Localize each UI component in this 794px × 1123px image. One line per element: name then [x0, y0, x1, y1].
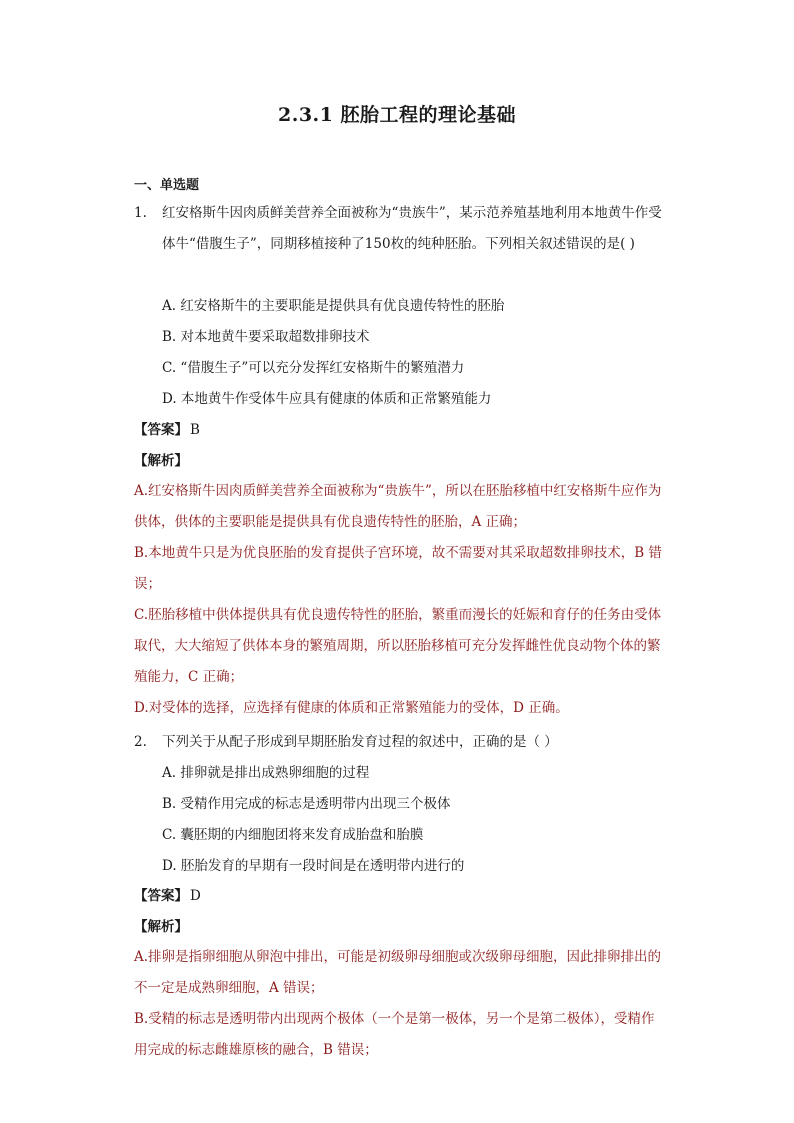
question-stem: 下列关于从配子形成到早期胚胎发育过程的叙述中，正确的是（ ） — [162, 734, 558, 750]
answer-line — [134, 884, 201, 904]
analysis-label: 【解析】 — [134, 453, 188, 469]
analysis-paragraph: A.排卵是指卵细胞从卵泡中排出，可能是初级卵母细胞或次级卵母细胞，因此排卵排出的不一定是成熟卵细胞，A 错误； — [134, 949, 662, 996]
option-d: D. 胚胎发育的早期有一段时间是在透明带内进行的 — [162, 858, 465, 874]
analysis-paragraph: D.对受体的选择，应选择有健康的体质和正常繁殖能力的受体，D 正确。 — [134, 700, 569, 716]
question-1-options — [162, 291, 504, 415]
option-d: D. 本地黄牛作受体牛应具有健康的体质和正常繁殖能力 — [162, 391, 492, 407]
analysis-paragraph: A.红安格斯牛因肉质鲜美营养全面被称为“贵族牛”，所以在胚胎移植中红安格斯牛应作为供体，供体的主要职能是提供具有优良遗传特性的胚胎，A 正确； — [134, 483, 662, 530]
option-c: C. “借腹生子”可以充分发挥红安格斯牛的繁殖潜力 — [162, 360, 465, 376]
option-c: C. 囊胚期的内细胞团将来发育成胎盘和胎膜 — [162, 827, 424, 843]
section-heading: 一、单选题 — [134, 178, 200, 193]
answer-label: 【答案】 — [134, 888, 188, 904]
option-a: A. 红安格斯牛的主要职能是提供具有优良遗传特性的胚胎 — [162, 298, 505, 314]
question-2-options — [162, 758, 464, 882]
option-a: A. 排卵就是排出成熟卵细胞的过程 — [162, 765, 370, 781]
analysis-label: 【解析】 — [134, 919, 188, 935]
analysis-paragraph: B.受精的标志是透明带内出现两个极体（一个是第一极体，另一个是第二极体），受精作用完成的标志雌雄原核的融合，B 错误； — [134, 1011, 655, 1058]
page-title: 2.3.1 胚胎工程的理论基础 — [277, 104, 516, 126]
question-number: 2. — [134, 734, 147, 750]
analysis-paragraph: B.本地黄牛只是为优良胚胎的发育提供子宫环境，故不需要对其采取超数排卵技术，B 错误； — [134, 545, 662, 592]
question-number: 1. — [134, 205, 147, 221]
question-2-analysis — [134, 942, 664, 1066]
analysis-paragraph: C.胚胎移植中供体提供具有优良遗传特性的胚胎，繁重而漫长的妊娠和育仔的任务由受体取代，大大缩短了供体本身的繁殖周期，所以胚胎移植可充分发挥雌性优良动物个体的繁殖能力，C 正确； — [134, 607, 662, 685]
answer-line — [134, 418, 200, 438]
question-stem: 红安格斯牛因肉质鲜美营养全面被称为“贵族牛”，某示范养殖基地利用本地黄牛作受体牛“借腹生子”，同期移植接种了150枚的纯种胚胎。下列相关叙述错误的是( ) — [162, 205, 662, 252]
answer-label: 【答案】 — [134, 422, 188, 438]
question-1-analysis — [134, 476, 664, 724]
answer-value: B — [190, 422, 200, 438]
option-b: B. 对本地黄牛要采取超数排卵技术 — [162, 329, 370, 345]
answer-value: D — [190, 888, 201, 904]
option-b: B. 受精作用完成的标志是透明带内出现三个极体 — [162, 796, 451, 812]
question-2 — [134, 727, 674, 758]
question-1 — [134, 198, 674, 260]
